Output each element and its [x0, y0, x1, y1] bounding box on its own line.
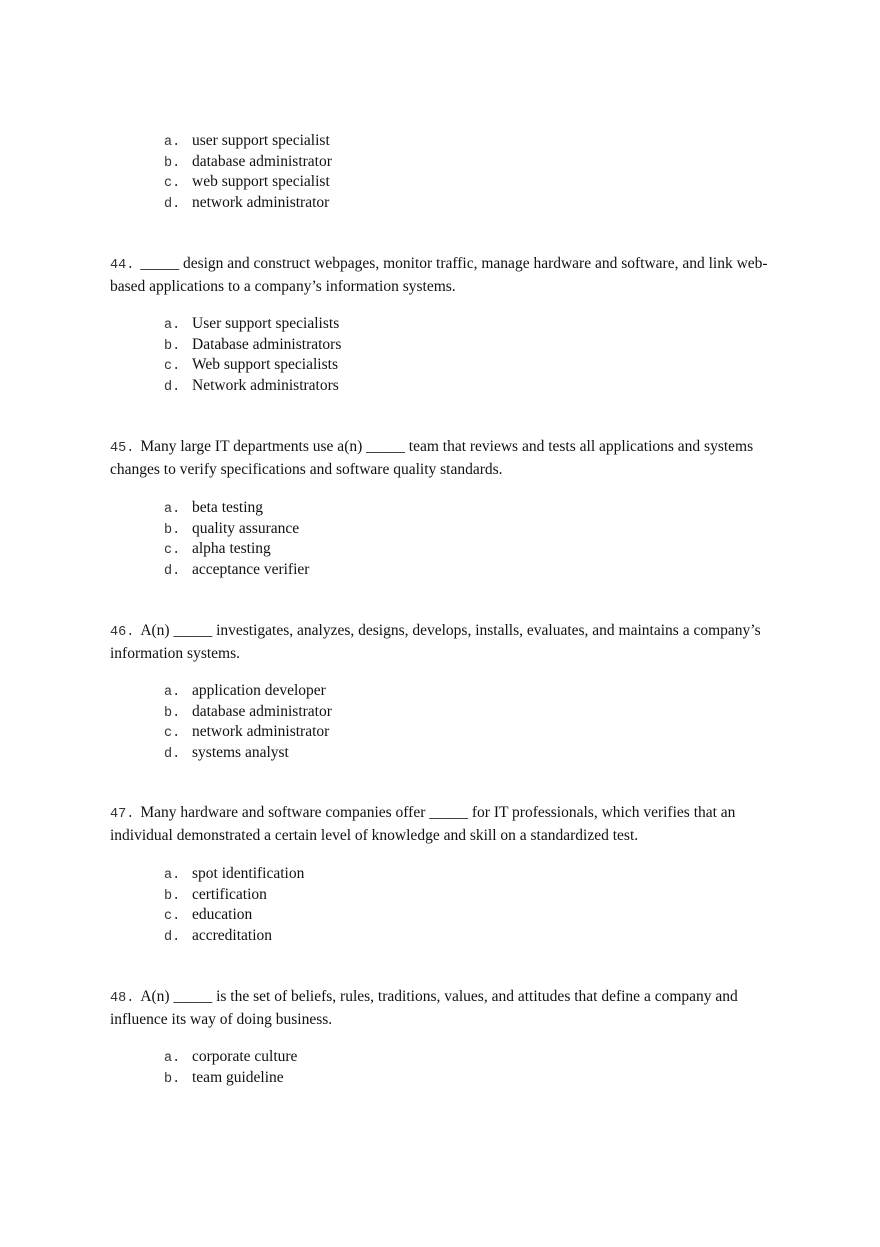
option-text: quality assurance: [192, 519, 300, 537]
option-d: [164, 560, 309, 581]
option-c: [164, 905, 304, 926]
option-letter: b.: [164, 155, 181, 171]
question-44-options: [164, 314, 341, 396]
question-45-stem: [110, 436, 770, 480]
option-text: spot identification: [192, 865, 305, 882]
question-text: Many hardware and software companies offer _____ for IT professionals, which verifies that an individual demonstrated a certain level of knowledge and skill on a standardized test.: [110, 804, 736, 844]
question-48-stem: [110, 986, 770, 1030]
option-a: [164, 864, 304, 885]
option-text: database administrator: [192, 152, 332, 170]
option-letter: b.: [164, 888, 181, 904]
option-b: [164, 1068, 297, 1089]
option-text: network administrator: [192, 723, 330, 740]
option-letter: a.: [164, 1051, 181, 1066]
option-c: [164, 355, 341, 376]
option-letter: b.: [164, 522, 181, 538]
option-letter: a.: [164, 685, 181, 700]
question-text: _____ design and construct webpages, monitor traffic, manage hardware and software, and link web-based applications to a company’s information systems.: [110, 255, 768, 295]
question-46-stem: [110, 620, 770, 664]
question-number: 45.: [110, 441, 135, 456]
question-number: 44.: [110, 258, 135, 273]
option-b: [164, 519, 309, 540]
question-47-stem: [110, 802, 770, 846]
option-a: [164, 314, 341, 335]
option-text: Network administrators: [192, 376, 339, 394]
option-text: user support specialist: [192, 132, 330, 149]
question-43-options: [164, 131, 332, 213]
option-letter: b.: [164, 338, 181, 354]
option-b: [164, 335, 341, 356]
option-letter: c.: [164, 909, 181, 924]
option-text: database administrator: [192, 702, 332, 720]
option-a: [164, 681, 332, 702]
option-a: [164, 131, 332, 152]
option-text: team guideline: [192, 1068, 284, 1086]
question-number: 48.: [110, 991, 135, 1006]
option-d: [164, 743, 332, 764]
option-text: Database administrators: [192, 335, 342, 353]
option-letter: a.: [164, 502, 181, 517]
option-letter: d.: [164, 929, 181, 945]
option-a: [164, 1047, 297, 1068]
option-b: [164, 885, 304, 906]
option-letter: c.: [164, 359, 181, 374]
option-letter: d.: [164, 196, 181, 212]
option-letter: a.: [164, 868, 181, 883]
option-b: [164, 152, 332, 173]
option-text: corporate culture: [192, 1048, 298, 1065]
option-d: [164, 376, 341, 397]
question-44-stem: [110, 253, 770, 297]
option-b: [164, 702, 332, 723]
option-text: application developer: [192, 682, 326, 699]
question-46-options: [164, 681, 332, 763]
question-48-options: [164, 1047, 297, 1088]
option-letter: d.: [164, 379, 181, 395]
option-a: [164, 498, 309, 519]
option-text: acceptance verifier: [192, 560, 310, 578]
question-47-options: [164, 864, 304, 946]
question-text: A(n) _____ is the set of beliefs, rules, traditions, values, and attitudes that define a company and influence its way of doing business.: [110, 988, 738, 1028]
question-number: 46.: [110, 625, 135, 640]
option-c: [164, 172, 332, 193]
option-letter: c.: [164, 543, 181, 558]
option-letter: c.: [164, 176, 181, 191]
option-d: [164, 926, 304, 947]
question-number: 47.: [110, 807, 135, 822]
option-text: User support specialists: [192, 315, 340, 332]
option-d: [164, 193, 332, 214]
option-letter: c.: [164, 726, 181, 741]
option-text: Web support specialists: [192, 356, 338, 373]
option-text: systems analyst: [192, 743, 289, 761]
option-c: [164, 722, 332, 743]
option-letter: b.: [164, 705, 181, 721]
question-text: A(n) _____ investigates, analyzes, designs, develops, installs, evaluates, and maintains a company’s information systems.: [110, 622, 761, 662]
option-text: alpha testing: [192, 540, 271, 557]
option-letter: a.: [164, 135, 181, 150]
question-45-options: [164, 498, 309, 580]
option-letter: d.: [164, 746, 181, 762]
option-text: network administrator: [192, 193, 330, 211]
option-text: certification: [192, 885, 267, 903]
option-text: beta testing: [192, 499, 264, 516]
option-text: education: [192, 906, 253, 923]
option-text: web support specialist: [192, 173, 330, 190]
option-letter: b.: [164, 1071, 181, 1087]
option-c: [164, 539, 309, 560]
question-text: Many large IT departments use a(n) _____ team that reviews and tests all applications and systems changes to verify specifications and software quality standards.: [110, 438, 754, 478]
option-text: accreditation: [192, 926, 273, 944]
option-letter: d.: [164, 563, 181, 579]
option-letter: a.: [164, 318, 181, 333]
